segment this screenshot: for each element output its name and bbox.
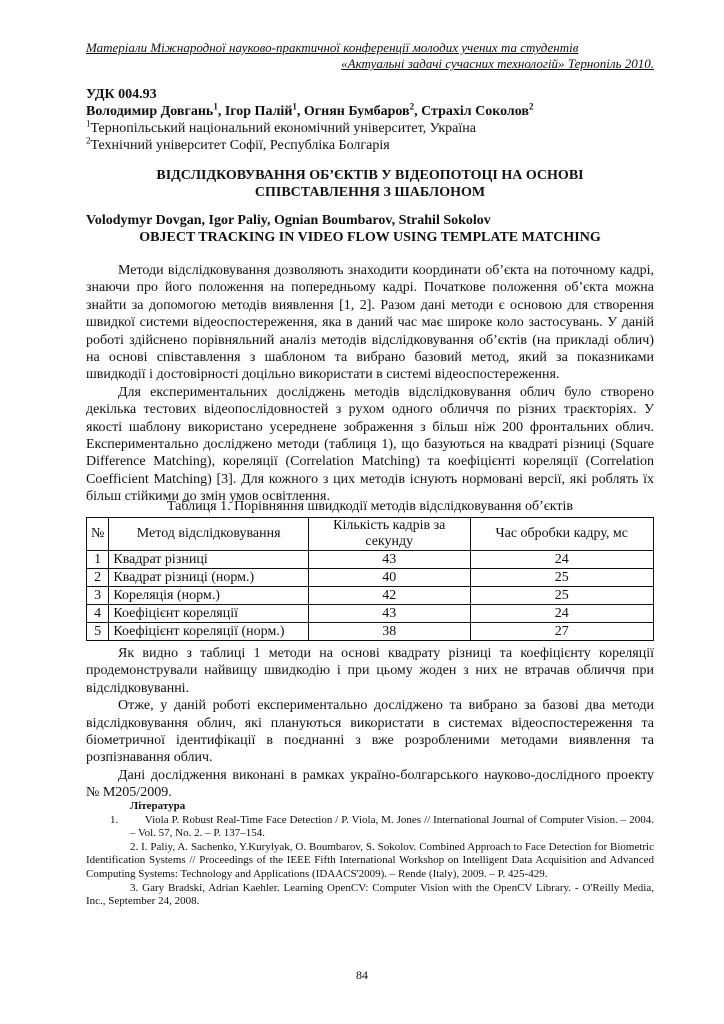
col-header-number: №: [87, 518, 109, 551]
author-3-affil: 2: [409, 101, 415, 112]
paragraph-conclusion: Отже, у даній роботі експериментально досліджено та вибрано за базові два методи відслідковування облич, які плануються використати в системах відеоспостереження та біометричної ідентифікації в поєднанні з вже розробленими методами виявлення та розпізнавання облич.: [86, 698, 654, 766]
paragraph-experiments: Для експериментальних досліджень методів відслідковування облич було створено декілька тестових відеопослідовностей з рухом одного обличчя по різних траєкторіях. У якості шаблону використано усереднене зображення з більш ніж 200 фронтальних облич. Експериментально досліджено методи (таблиця 1), що базуються на квадраті різниці (Square Difference Matching), кореляції (Correlation Matching) та коефіцієнті кореляції (Correlation Coefficient Matching) [3]. Для кожного з цих методів існують нормовані версії, які роблять їх більш стійкими до змін умов освітлення.: [86, 384, 654, 505]
running-header-line1: [86, 40, 654, 56]
cell-number: 4: [87, 605, 109, 623]
cell-fps: 42: [308, 587, 470, 605]
authors-block: [86, 86, 654, 154]
cell-method: Коефіцієнт кореляції (норм.): [109, 623, 309, 641]
table-row: [87, 551, 654, 569]
author-4: , Страхіл Соколов: [414, 104, 529, 119]
cell-fps: 43: [308, 605, 470, 623]
author-1: Володимир Довгань: [86, 104, 214, 119]
affiliation-2-mark: 2: [86, 135, 91, 146]
cell-number: 5: [87, 623, 109, 641]
cell-method: Квадрат різниці: [109, 551, 309, 569]
affiliation-2: [86, 137, 654, 154]
author-2-affil: 1: [292, 101, 297, 112]
reference-item: 3. Gary Bradski, Adrian Kaehler. Learning OpenCV: Computer Vision with the OpenCV Library. - O'Reilly Media, Inc., September 24, 2008.: [86, 881, 654, 908]
author-2: , Ігор Палій: [217, 104, 293, 119]
table-row: [87, 605, 654, 623]
table-row: [87, 569, 654, 587]
header-city-year: Тернопіль 2010.: [564, 56, 654, 71]
author-3: , Огнян Бумбаров: [296, 104, 410, 119]
literature-section: [86, 800, 654, 909]
author-4-affil: 2: [529, 101, 534, 112]
col-header-time: Час обробки кадру, мс: [470, 518, 653, 551]
cell-fps: 40: [308, 569, 470, 587]
cell-number: 1: [87, 551, 109, 569]
udk-code: УДК 004.93: [86, 87, 157, 102]
table-row: [87, 623, 654, 641]
cell-method: Квадрат різниці (норм.): [109, 569, 309, 587]
authors-ua: [86, 103, 654, 120]
running-header-line2: [86, 56, 654, 72]
header-conference-text: Матеріали Міжнародної науково-практичної конференції молодих учених та студентів: [86, 40, 579, 55]
col-header-method: Метод відслідковування: [109, 518, 309, 551]
results-table: [86, 517, 654, 641]
paragraph-funding: Дані дослідження виконані в рамках україно-болгарського науково-дослідного проекту № М205/2009.: [86, 767, 654, 801]
body-text-top: [86, 262, 654, 506]
affiliation-2-text: Технічний університет Софії, Республіка Болгарія: [90, 138, 390, 153]
page-number: 84: [356, 968, 368, 982]
paragraph-intro: Методи відслідковування дозволяють знаходити координати об’єкта на поточному кадрі, знаючи про його положення на попередньому кадрі. Початкове положення об’єкта можна знайти за допомогою методів виявлення [1, 2]. Разом дані методи є основою для створення швидкої системи відеоспостереження, яка в даний час має широке коло застосувань. У даній роботі здійснено порівняльний аналіз методів відслідковування об’єктів (на прикладі облич) на основі співставлення з шаблоном та вибрано базовий метод, який за показниками швидкодії і достовірності доцільно використати в системі відеоспостереження.: [86, 263, 654, 383]
col-header-fps: Кількість кадрів за секунду: [308, 518, 470, 551]
paragraph-analysis: Як видно з таблиці 1 методи на основі квадрату різниці та коефіцієнту кореляції продемонстрували найвищу швидкодію і при цьому жоден з них не втрачав обличчя при відслідковуванні.: [86, 646, 654, 696]
cell-time: 25: [470, 569, 653, 587]
affiliation-1-text: Тернопільський національний економічний університет, Україна: [90, 121, 476, 136]
cell-time: 24: [470, 551, 653, 569]
affiliation-1-mark: 1: [86, 118, 91, 129]
cell-method: Кореляція (норм.): [109, 587, 309, 605]
reference-item: 1. Viola P. Robust Real-Time Face Detection / P. Viola, M. Jones // International Journal of Computer Vision. – 2004. – Vol. 57, No. 2. – P. 137–154.: [110, 813, 654, 840]
cell-time: 25: [470, 587, 653, 605]
cell-number: 2: [87, 569, 109, 587]
cell-time: 27: [470, 623, 653, 641]
cell-number: 3: [87, 587, 109, 605]
table-caption: Таблиця 1. Порівняння швидкодії методів відслідковування об’єктів: [166, 499, 574, 514]
body-text-bottom: [86, 645, 654, 802]
header-conference-name: «Актуальні задачі сучасних технологій»: [341, 56, 565, 71]
title-ua-line1: ВІДСЛІДКОВУВАННЯ ОБ’ЄКТІВ У ВІДЕОПОТОЦІ НА ОСНОВІ: [156, 168, 584, 183]
cell-fps: 43: [308, 551, 470, 569]
cell-fps: 38: [308, 623, 470, 641]
author-1-affil: 1: [213, 101, 218, 112]
cell-time: 24: [470, 605, 653, 623]
affiliation-1: [86, 120, 654, 137]
paper-title-en: OBJECT TRACKING IN VIDEO FLOW USING TEMPLATE MATCHING: [139, 230, 601, 245]
paper-title-ua: [86, 167, 654, 201]
literature-heading: Література: [130, 800, 186, 812]
table-header-row: [87, 518, 654, 551]
reference-item: 2. I. Paliy, A. Sachenko, Y.Kurylyak, O. Boumbarov, S. Sokolov. Combined Approach to Face Detection for Biometric Identification Systems // Proceedings of the IEEE Fifth International Workshop on Intelligent Data Acquisition and Advanced Computing Systems: Technology and Applications (IDAACS'2009). – Rende (Italy), 2009. – P. 425-429.: [86, 840, 654, 880]
authors-en: Volodymyr Dovgan, Igor Paliy, Ognian Boumbarov, Strahil Sokolov: [86, 213, 491, 228]
title-ua-line2: СПІВСТАВЛЕННЯ З ШАБЛОНОМ: [254, 185, 486, 200]
table-row: [87, 587, 654, 605]
cell-method: Коефіцієнт кореляції: [109, 605, 309, 623]
